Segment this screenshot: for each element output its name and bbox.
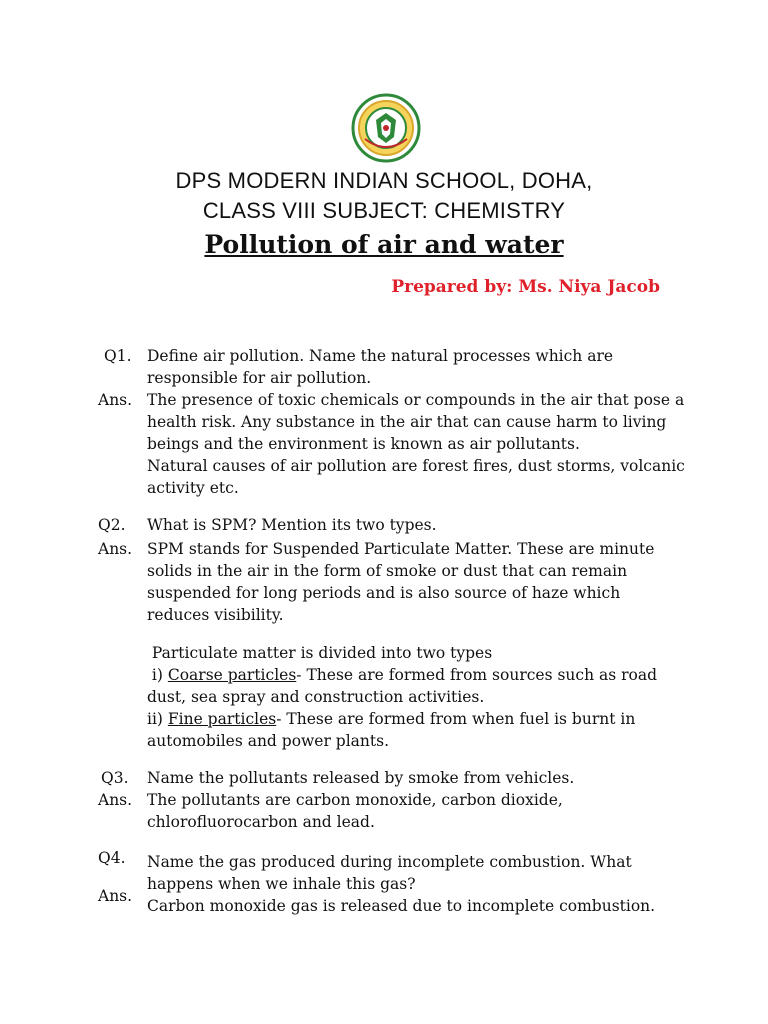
q2-text-line1: What is SPM? Mention its two types.: [147, 516, 437, 534]
types-item-2: [147, 708, 687, 730]
a2-label: Ans.: [98, 540, 133, 558]
q4-text-line2: happens when we inhale this gas?: [147, 875, 416, 893]
a2-text-line2: solids in the air in the form of smoke or dust that can remain: [147, 562, 628, 580]
item-1-text: - These are formed from sources such as road: [296, 666, 658, 684]
types-item-1: [147, 664, 687, 686]
q4-text-line1: Name the gas produced during incomplete combustion. What: [147, 853, 632, 871]
q3-label: Q3.: [101, 769, 129, 787]
a3-text-line1: The pollutants are carbon monoxide, carbon dioxide,: [147, 791, 563, 809]
item-2-number: ii): [147, 710, 168, 728]
a2-text-line4: reduces visibility.: [147, 606, 284, 624]
types-intro: Particulate matter is divided into two types: [147, 644, 493, 662]
q4-label: Q4.: [98, 849, 126, 867]
item-2-text: - These are formed from when fuel is burnt in: [276, 710, 636, 728]
prepared-by: Prepared by: Ms. Niya Jacob: [391, 277, 660, 297]
q1-text-line1: Define air pollution. Name the natural processes which are: [147, 347, 614, 365]
class-subject: CLASS VIII SUBJECT: CHEMISTRY: [202, 198, 566, 223]
a4-label: Ans.: [98, 887, 133, 905]
school-logo: [351, 93, 421, 163]
a1-text-line1: The presence of toxic chemicals or compounds in the air that pose a: [147, 391, 685, 409]
q2-label: Q2.: [98, 516, 126, 534]
question-3: [0, 767, 768, 837]
a1-text-line2: health risk. Any substance in the air that can cause harm to living: [147, 413, 667, 431]
a3-label: Ans.: [98, 791, 133, 809]
fine-particles-term: Fine particles: [167, 710, 277, 728]
a1-text-line5: activity etc.: [147, 479, 239, 497]
question-1: [0, 345, 768, 495]
a1-text-line4: Natural causes of air pollution are forest fires, dust storms, volcanic: [147, 457, 685, 475]
types-item-2-cont: automobiles and power plants.: [147, 732, 390, 750]
a3-text-line2: chlorofluorocarbon and lead.: [147, 813, 375, 831]
types-item-1-cont: dust, sea spray and construction activities.: [147, 688, 485, 706]
coarse-particles-term: Coarse particles: [167, 666, 297, 684]
question-4: [0, 847, 768, 917]
q1-label: Q1.: [104, 347, 132, 365]
item-1-number: i): [147, 666, 168, 684]
a1-text-line3: beings and the environment is known as air pollutants.: [147, 435, 580, 453]
page-title: Pollution of air and water: [204, 230, 564, 259]
a4-text-line1: Carbon monoxide gas is released due to incomplete combustion.: [147, 897, 656, 915]
school-name: DPS MODERN INDIAN SCHOOL, DOHA,: [175, 168, 593, 193]
question-2: [0, 514, 768, 754]
a2-text-line3: suspended for long periods and is also source of haze which: [147, 584, 621, 602]
q1-text-line2: responsible for air pollution.: [147, 369, 372, 387]
a1-label: Ans.: [98, 391, 133, 409]
a2-text-line1: SPM stands for Suspended Particulate Matter. These are minute: [147, 540, 655, 558]
q3-text-line1: Name the pollutants released by smoke from vehicles.: [147, 769, 575, 787]
